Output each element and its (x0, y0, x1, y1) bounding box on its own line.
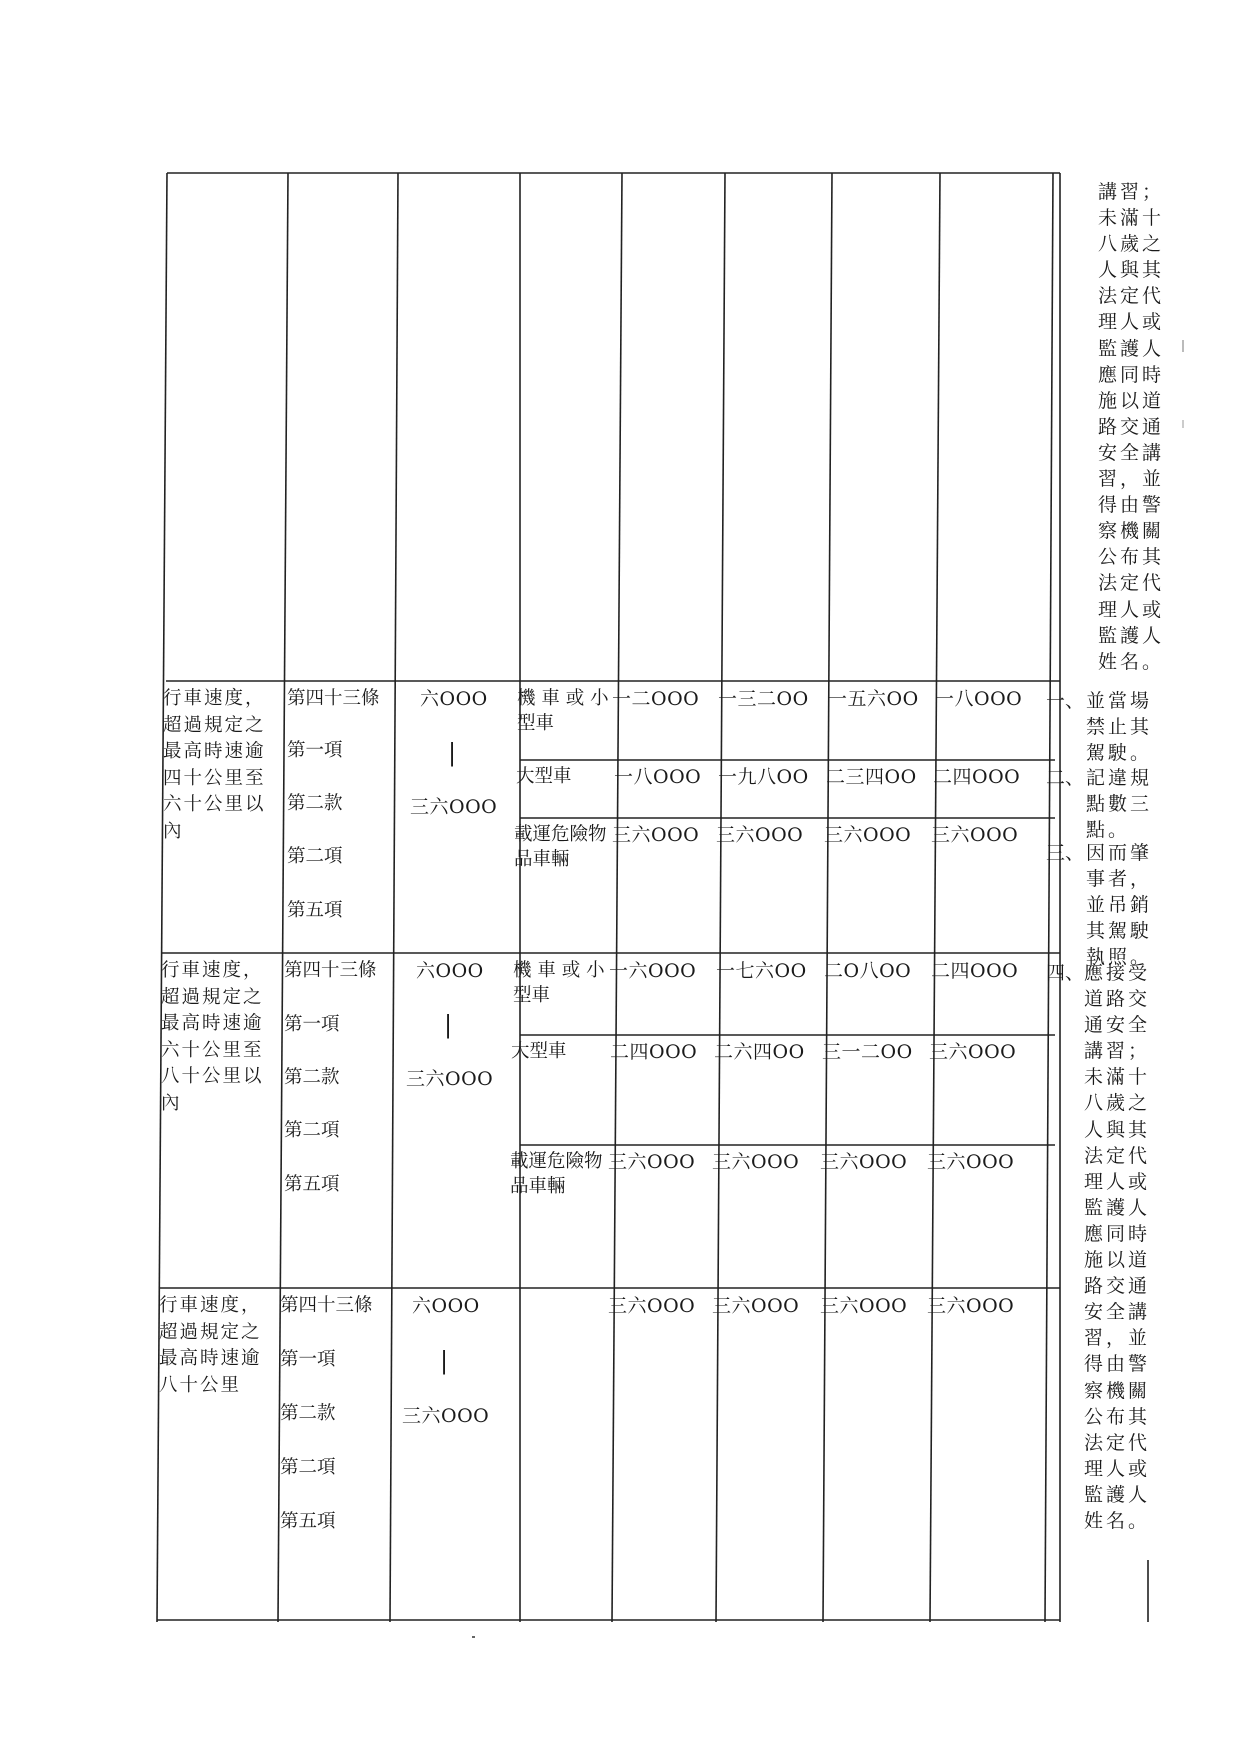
row2-violation: 行車速度， 超過規定之 最高時速逾 六十公里至 八十公里以 內 (161, 960, 264, 1114)
remark-number: 四、 (1046, 962, 1085, 984)
row2-fine: 三六OOO (712, 1151, 800, 1173)
row1-fine: 二三四OO (826, 766, 917, 788)
row3-fine: 三六OOO (820, 1295, 908, 1317)
row2-fine: 一七六OO (716, 960, 807, 982)
row3-fine: 三六OOO (712, 1295, 800, 1317)
row2-subclause: 第二款 (284, 1067, 340, 1088)
row2-range-dash: | (444, 1011, 453, 1039)
row1-fine: 一二OOO (612, 688, 700, 710)
scan-dot (472, 1636, 475, 1638)
row3-violation: 行車速度， 超過規定之 最高時速逾 八十公里 (159, 1295, 262, 1396)
row2-fine: 三一二OO (822, 1041, 913, 1063)
row1-fine: 一三二OO (718, 688, 809, 710)
row1-fine: 三六OOO (931, 824, 1019, 846)
row1-item5: 第五項 (287, 900, 343, 921)
row2-vehicle-large: 大型車 (511, 1041, 567, 1062)
remark-number: 一、 (1046, 690, 1085, 712)
remark-text: 應接受 道路交 通安全 講習； 未滿十 八歲之 人與其 法定代 理人或 監護人 應同時 施以道 路交通 安全講 習，並 得由警 察機關 公布其 法定代 理人或 監護人 姓名。 (1084, 962, 1151, 1532)
row1-vehicle-hazmat: 載運危險物 品車輛 (514, 824, 607, 870)
row1-range-max: 三六OOO (410, 796, 498, 818)
row3-range-dash: | (440, 1347, 449, 1375)
scan-mark (1182, 420, 1184, 428)
row1-item2: 第二項 (287, 846, 343, 867)
row3-range-min: 六OOO (412, 1295, 480, 1317)
row2-range-max: 三六OOO (406, 1068, 494, 1090)
row2-fine: 三六OOO (929, 1041, 1017, 1063)
remark-text: 並當場 禁止其 駕駛。 (1086, 690, 1153, 765)
row1-fine: 一八OOO (614, 766, 702, 788)
row3-subclause: 第二款 (280, 1403, 336, 1424)
row2-vehicle-hazmat: 載運危險物 品車輛 (510, 1151, 603, 1197)
scan-mark (1182, 340, 1184, 352)
remark-number: 三、 (1046, 842, 1085, 864)
row2-fine: 三六OOO (927, 1151, 1015, 1173)
row2-fine: 二六四OO (714, 1041, 805, 1063)
row2-fine: 三六OOO (608, 1151, 696, 1173)
row3-item5: 第五項 (280, 1511, 336, 1532)
row2-range-min: 六OOO (416, 960, 484, 982)
row3-range-max: 三六OOO (402, 1405, 490, 1427)
row2-fine: 一六OOO (609, 960, 697, 982)
row3-article: 第四十三條 (280, 1295, 373, 1316)
row1-range-min: 六OOO (420, 688, 488, 710)
row2-article: 第四十三條 (284, 960, 377, 981)
row2-fine: 二O八OO (824, 960, 912, 982)
row2-item5: 第五項 (284, 1174, 340, 1195)
row1-fine: 三六OOO (612, 824, 700, 846)
row1-fine: 二四OOO (933, 766, 1021, 788)
row1-vehicle-large: 大型車 (516, 766, 572, 787)
row3-clause: 第一項 (280, 1349, 336, 1370)
row2-fine: 二四OOO (610, 1041, 698, 1063)
row1-article: 第四十三條 (287, 688, 380, 709)
row1-fine: 三六OOO (824, 824, 912, 846)
row1-violation: 行車速度， 超過規定之 最高時速逾 四十公里至 六十公里以 內 (163, 688, 266, 842)
top-remarks-continuation: 講習； 未滿十 八歲之 人與其 法定代 理人或 監護人 應同時 施以道 路交通 安全講 習，並 得由警 察機關 公布其 法定代 理人或 監護人 姓名。 (1098, 181, 1165, 673)
row2-clause: 第一項 (284, 1014, 340, 1035)
row1-vehicle-motorcycle: 機 車 或 小 型車 (517, 688, 609, 734)
row2-vehicle-motorcycle: 機 車 或 小 型車 (513, 960, 605, 1006)
row1-subclause: 第二款 (287, 793, 343, 814)
row2-item2: 第二項 (284, 1120, 340, 1141)
row1-fine: 一九八OO (718, 766, 809, 788)
row3-fine: 三六OOO (608, 1295, 696, 1317)
row3-fine: 三六OOO (927, 1295, 1015, 1317)
row1-clause: 第一項 (287, 740, 343, 761)
remark-number: 二、 (1046, 767, 1085, 789)
row1-fine: 一八OOO (935, 688, 1023, 710)
row1-fine: 三六OOO (716, 824, 804, 846)
remark-text: 記違規 點數三 點。 (1086, 767, 1153, 842)
row2-fine: 二四OOO (931, 960, 1019, 982)
row1-fine: 一五六OO (828, 688, 919, 710)
remark-text: 因而肇 事者， 並吊銷 其駕駛 執照。 (1086, 842, 1153, 969)
row3-item2: 第二項 (280, 1457, 336, 1478)
row1-range-dash: | (448, 739, 457, 767)
row2-fine: 三六OOO (820, 1151, 908, 1173)
